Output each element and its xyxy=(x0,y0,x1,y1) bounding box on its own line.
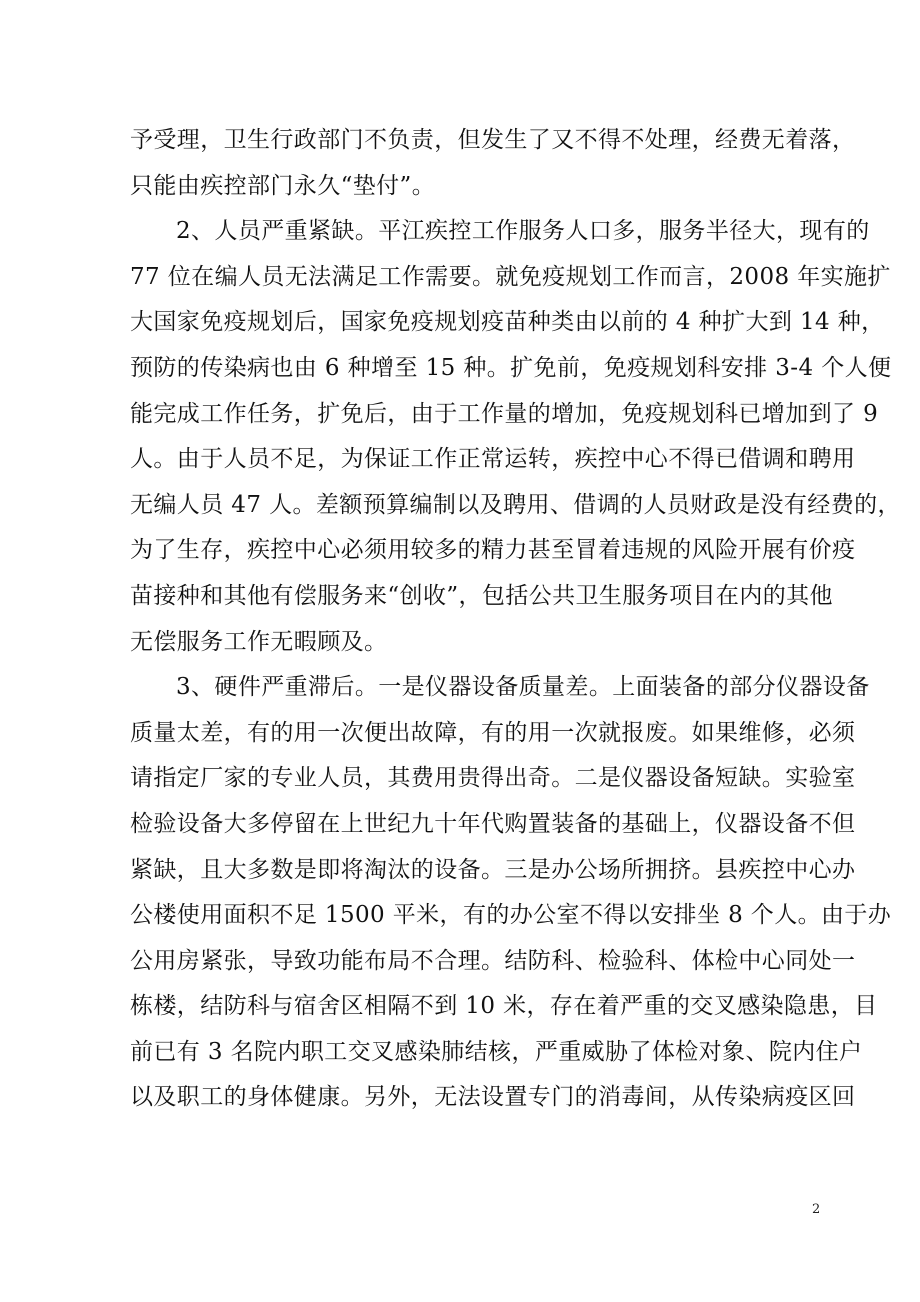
text-line-14: 质量太差，有的用一次便出故障，有的用一次就报废。如果维修，必须 xyxy=(130,719,856,746)
text-line-11: 苗接种和其他有偿服务来“创收”，包括公共卫生服务项目在内的其他 xyxy=(130,582,833,609)
text-line-22: 以及职工的身体健康。另外，无法设置专门的消毒间，从传染病疫区回 xyxy=(130,1084,856,1111)
page-number: 2 xyxy=(812,1202,821,1217)
text-line-17: 紧缺，且大多数是即将淘汰的设备。三是办公场所拥挤。县疾控中心办 xyxy=(130,856,856,883)
text-line-5: 大国家免疫规划后，国家免疫规划疫苗种类由以前的 4 种扩大到 14 种， xyxy=(130,309,885,336)
text-line-16: 检验设备大多停留在上世纪九十年代购置装备的基础上，仪器设备不但 xyxy=(130,810,856,837)
text-line-2: 只能由疾控部门永久“垫付”。 xyxy=(130,172,436,199)
text-line-8: 人。由于人员不足，为保证工作正常运转，疾控中心不得已借调和聘用 xyxy=(130,446,856,473)
document-body xyxy=(130,118,901,1121)
text-line-12: 无偿服务工作无暇顾及。 xyxy=(130,628,388,655)
text-line-1: 予受理，卫生行政部门不负责，但发生了又不得不处理，经费无着落， xyxy=(130,127,856,153)
text-line-9: 无编人员 47 人。差额预算编制以及聘用、借调的人员财政是没有经费的， xyxy=(130,491,901,518)
text-line-20: 栋楼，结防科与宿舍区相隔不到 10 米，存在着严重的交叉感染隐患，目 xyxy=(130,993,878,1020)
text-line-6: 预防的传染病也由 6 种增至 15 种。扩免前，免疫规划科安排 3-4 个人便 xyxy=(130,354,892,381)
text-line-3: 2、人员严重紧缺。平江疾控工作服务人口多，服务半径大，现有的 xyxy=(176,218,870,245)
text-line-10: 为了生存，疾控中心必须用较多的精力甚至冒着违规的风险开展有价疫 xyxy=(130,537,856,564)
text-line-13: 3、硬件严重滞后。一是仪器设备质量差。上面装备的部分仪器设备 xyxy=(176,674,870,701)
text-line-19: 公用房紧张，导致功能布局不合理。结防科、检验科、体检中心同处一 xyxy=(130,947,856,974)
text-line-7: 能完成工作任务，扩免后，由于工作量的增加，免疫规划科已增加到了 9 xyxy=(130,400,879,427)
text-line-18: 公楼使用面积不足 1500 平米，有的办公室不得以安排坐 8 个人。由于办 xyxy=(130,902,892,929)
text-line-21: 前已有 3 名院内职工交叉感染肺结核，严重威胁了体检对象、院内住户 xyxy=(130,1038,863,1065)
text-line-4: 77 位在编人员无法满足工作需要。就免疫规划工作而言，2008 年实施扩 xyxy=(130,263,891,290)
text-line-15: 请指定厂家的专业人员，其费用贵得出奇。二是仪器设备短缺。实验室 xyxy=(130,765,856,792)
